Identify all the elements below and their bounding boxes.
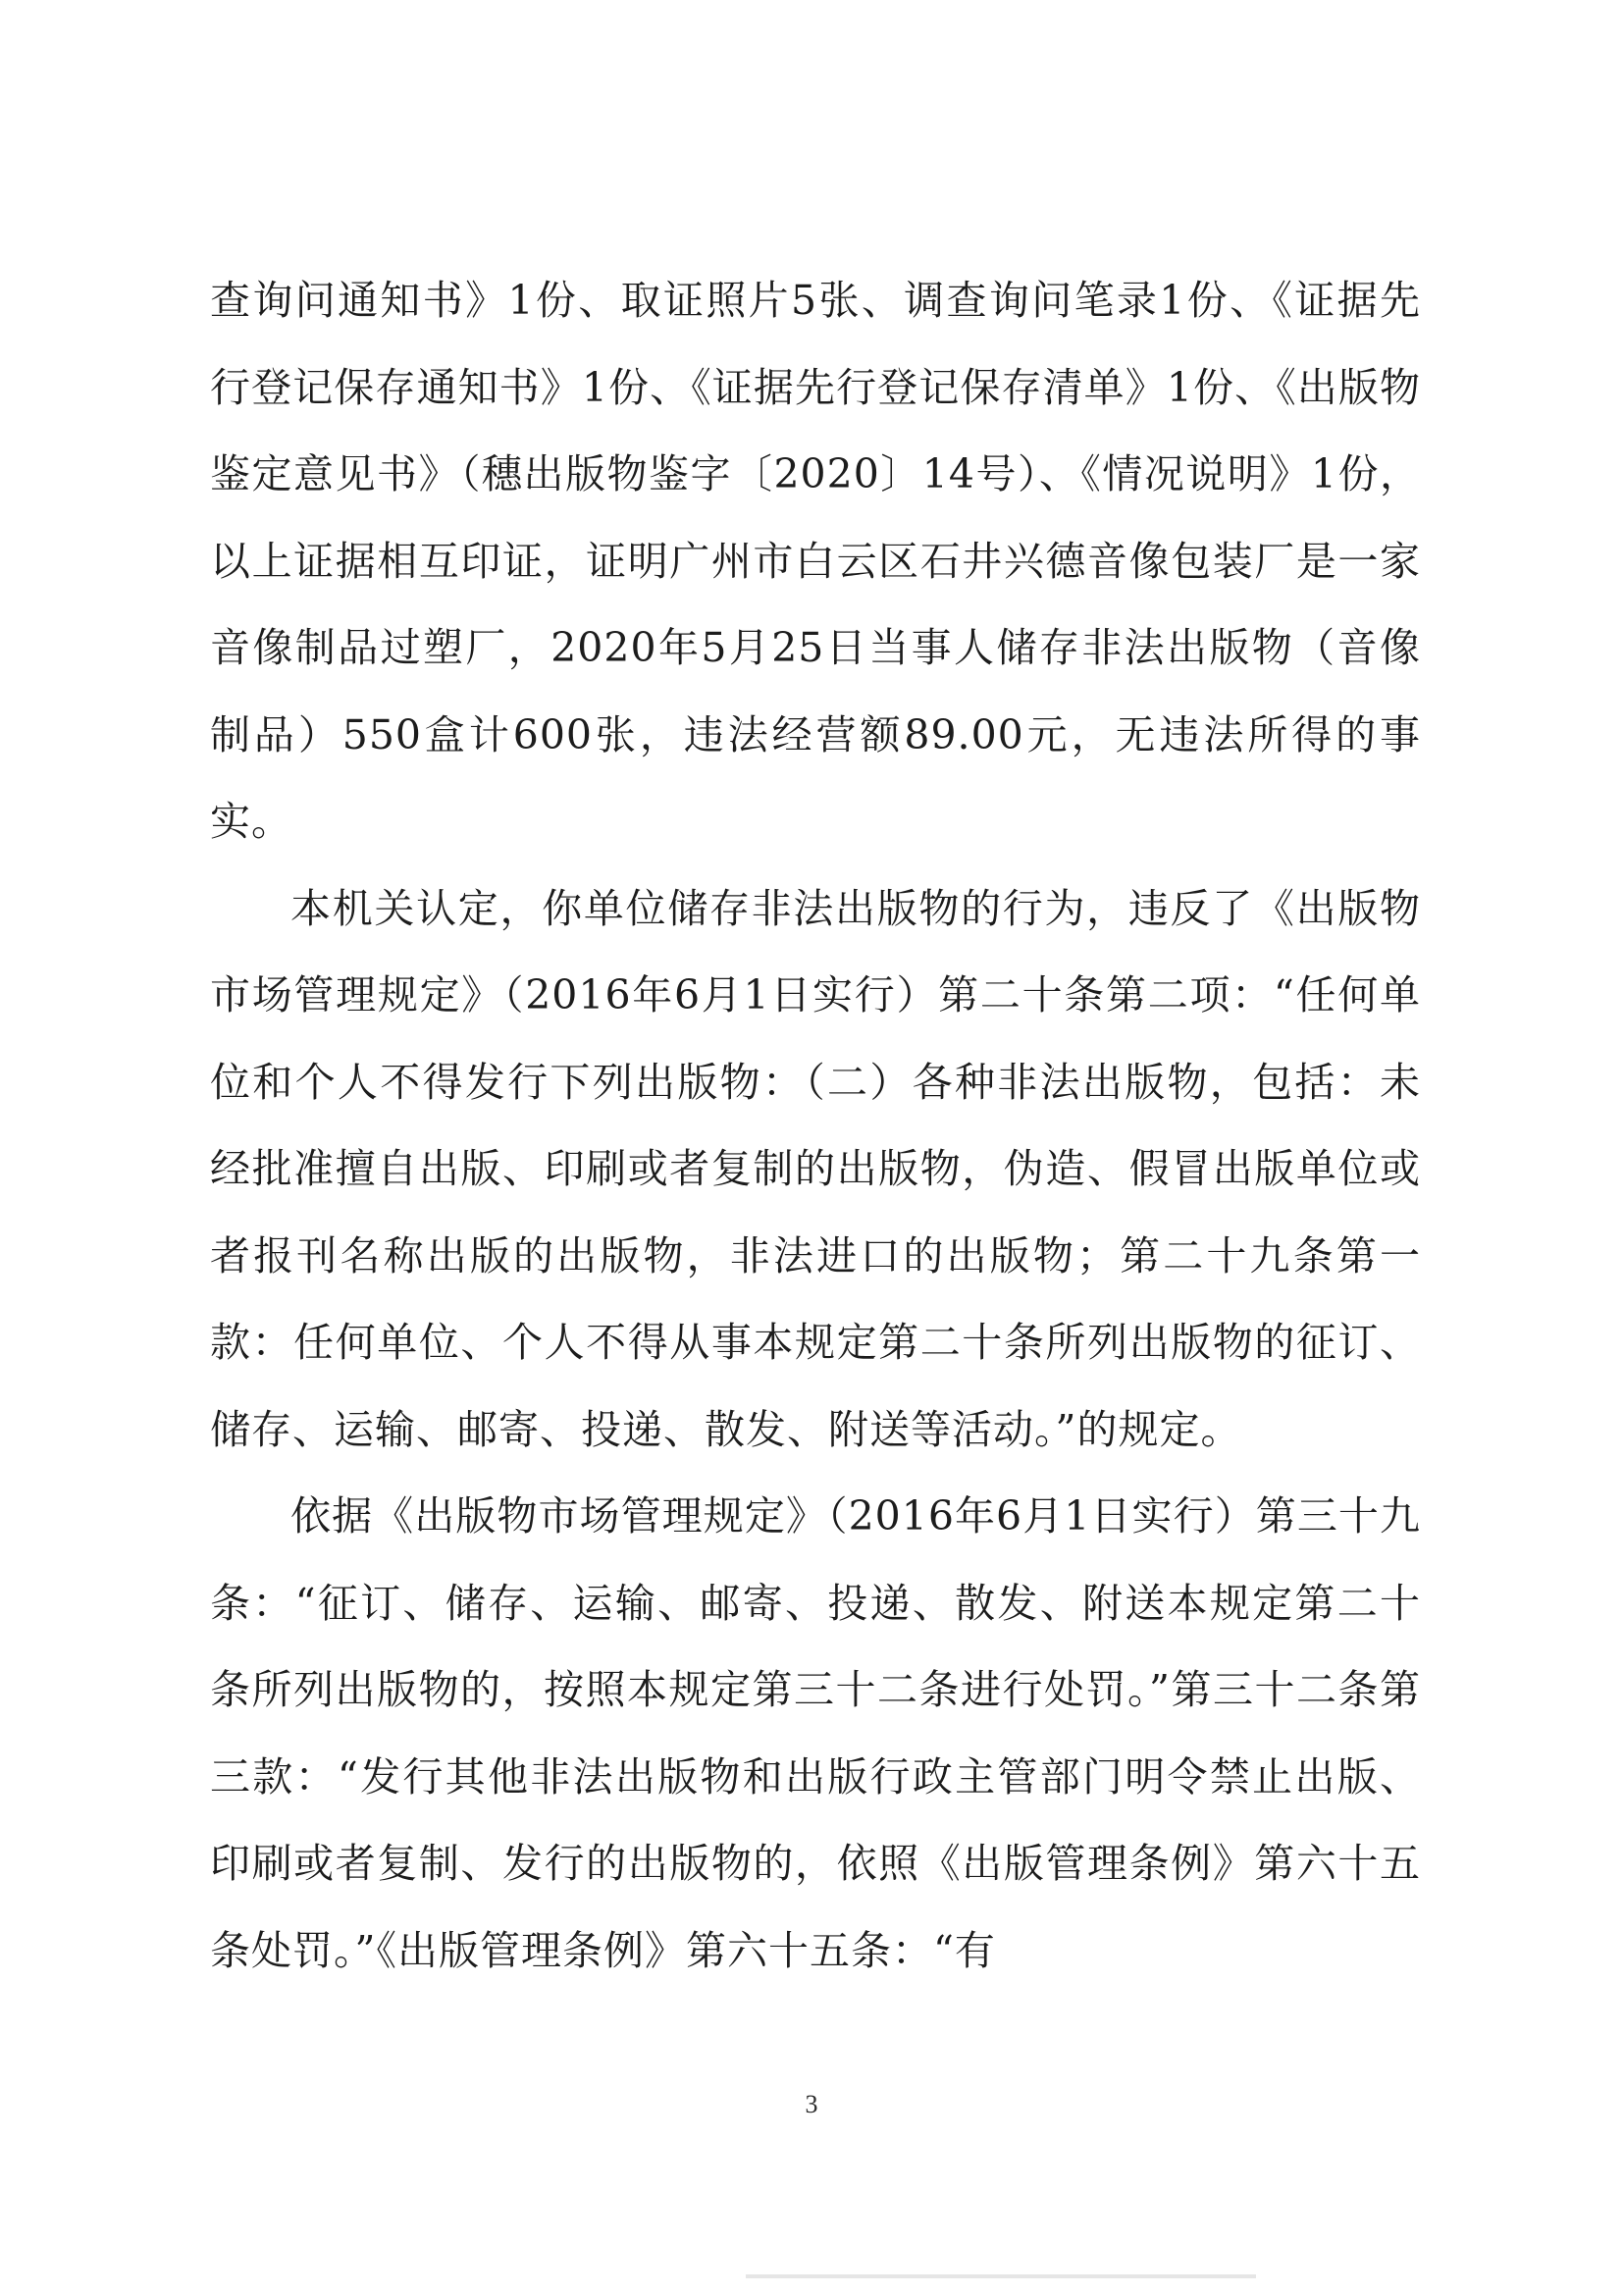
scan-edge-shadow — [746, 2274, 1256, 2278]
paragraph-legal-basis: 依据《出版物市场管理规定》（2016年6月1日实行）第三十九条：“征订、储存、运输、邮寄、投递、散发、附送本规定第二十条所列出版物的，按照本规定第三十二条进行处罚。”第三十二条第三款：“发行其他非法出版物和出版行政主管部门明令禁止出版、印刷或者复制、发行的出版物的，依照《出版管理条例》第六十五条处罚。”《出版管理条例》第六十五条：“有 — [210, 1492, 1421, 1974]
paragraph-evidence: 查询问通知书》1份、取证照片5张、调查询问笔录1份、《证据先行登记保存通知书》1份、《证据先行登记保存清单》1份、《出版物鉴定意见书》（穗出版物鉴字〔2020〕14号）、《情况说明》1份，以上证据相互印证，证明广州市白云区石井兴德音像包装厂是一家音像制品过塑厂，2020年5月25日当事人储存非法出版物（音像制品）550盒计600张，违法经营额89.00元，无违法所得的事实。 — [210, 277, 1421, 845]
page-number: 3 — [805, 2090, 818, 2118]
paragraph-determination: 本机关认定，你单位储存非法出版物的行为，违反了《出版物市场管理规定》（2016年6月1日实行）第二十条第二项：“任何单位和个人不得发行下列出版物：（二）各种非法出版物，包括：未经批准擅自出版、印刷或者复制的出版物，伪造、假冒出版单位或者报刊名称出版的出版物，非法进口的出版物；第二十九条第一款：任何单位、个人不得从事本规定第二十条所列出版物的征订、储存、运输、邮寄、投递、散发、附送等活动。”的规定。 — [210, 884, 1421, 1453]
document-body — [210, 257, 1421, 1994]
